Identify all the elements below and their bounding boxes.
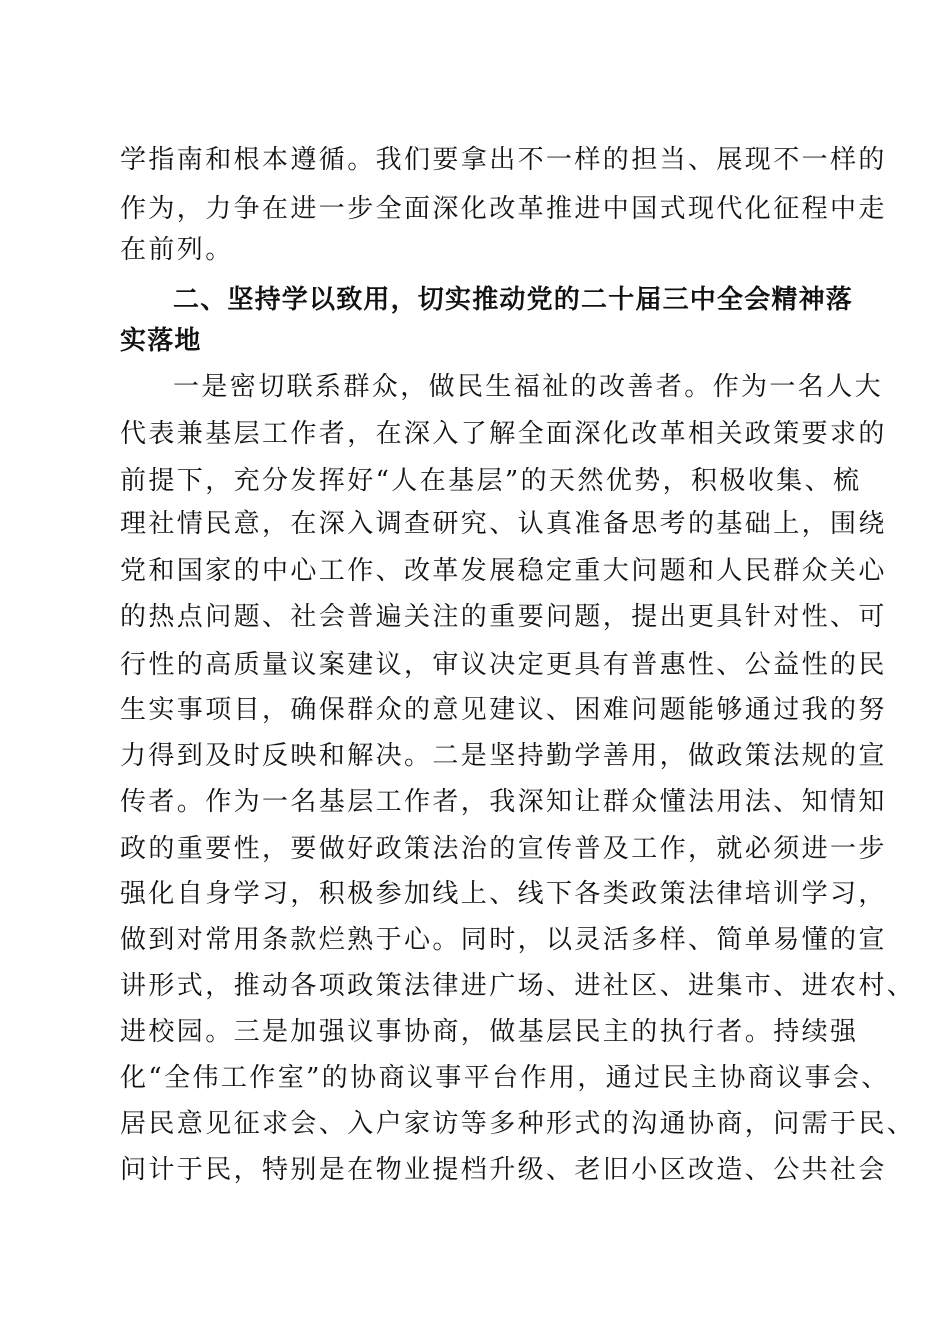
- body-text-line: 讲形式，推动各项政策法律进广场、进社区、进集市、进农村、: [120, 971, 916, 1001]
- body-text-line: 居民意见征求会、入户家访等多种形式的沟通协商，问需于民、: [120, 1109, 916, 1139]
- section-heading: 二、坚持学以致用，切实推动党的二十届三中全会精神落: [173, 285, 854, 315]
- body-text-line: 传者。作为一名基层工作者，我深知让群众懂法用法、知情知: [120, 787, 887, 817]
- body-text-line: 的热点问题、社会普遍关注的重要问题，提出更具针对性、可: [120, 602, 887, 632]
- body-text-line: 理社情民意，在深入调查研究、认真准备思考的基础上，围绕: [120, 509, 887, 539]
- body-text-line: 做到对常用条款烂熟于心。同时，以灵活多样、简单易懂的宣: [120, 925, 887, 955]
- body-text-line: 强化自身学习，积极参加线上、线下各类政策法律培训学习，: [120, 879, 887, 909]
- body-text-line: 前提下，充分发挥好“人在基层”的天然优势，积极收集、梳: [120, 466, 862, 496]
- body-text-line: 力得到及时反映和解决。二是坚持勤学善用，做政策法规的宣: [120, 741, 887, 771]
- body-text-line: 党和国家的中心工作、改革发展稳定重大问题和人民群众关心: [120, 556, 887, 586]
- body-text-line: 作为，力争在进一步全面深化改革推进中国式现代化征程中走: [120, 194, 887, 224]
- body-text-line: 学指南和根本遵循。我们要拿出不一样的担当、展现不一样的: [120, 145, 887, 175]
- body-text-line: 化“全伟工作室”的协商议事平台作用，通过民主协商议事会、: [120, 1063, 890, 1093]
- body-text-line: 进校园。三是加强议事协商，做基层民主的执行者。持续强: [120, 1017, 859, 1047]
- body-text-line: 行性的高质量议案建议，审议决定更具有普惠性、公益性的民: [120, 650, 887, 680]
- section-heading-continuation: 实落地: [120, 326, 202, 356]
- body-text-line: 在前列。: [120, 235, 234, 265]
- body-text-line: 生实事项目，确保群众的意见建议、困难问题能够通过我的努: [120, 695, 887, 725]
- body-text-line: 问计于民，特别是在物业提档升级、老旧小区改造、公共社会: [120, 1155, 887, 1185]
- body-text-line: 代表兼基层工作者，在深入了解全面深化改革相关政策要求的: [120, 419, 887, 449]
- paragraph-first-line: 一是密切联系群众，做民生福祉的改善者。作为一名人大: [173, 372, 884, 402]
- body-text-line: 政的重要性，要做好政策法治的宣传普及工作，就必须进一步: [120, 834, 887, 864]
